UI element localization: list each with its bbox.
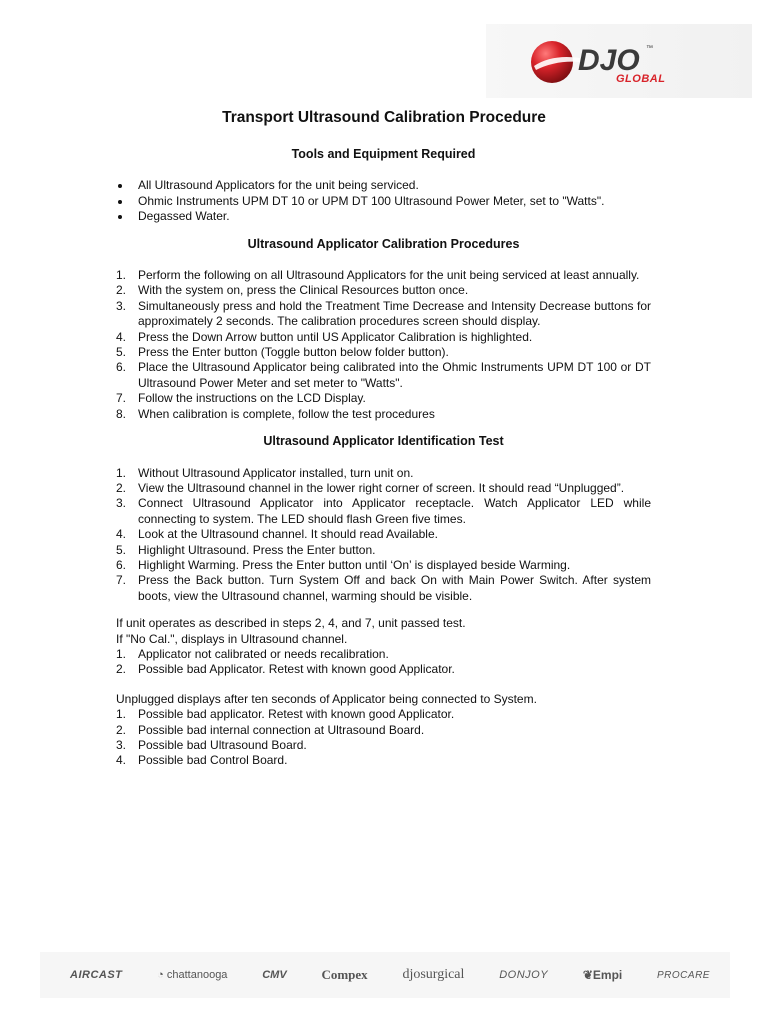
brand-chattanooga-logo: ◔ chattanooga — [157, 969, 228, 981]
identification-step — [116, 496, 651, 527]
calibration-step — [116, 345, 651, 360]
brand-empi-logo: ❦Empi — [582, 968, 623, 982]
calibration-step — [116, 268, 651, 283]
nocal-step — [116, 662, 651, 677]
footer-brands — [70, 962, 710, 988]
step-text: Follow the instructions on the LCD Display. — [138, 391, 366, 406]
logo-text: DJO — [578, 44, 640, 77]
brand-procare-logo: PROCARE — [657, 969, 710, 981]
unplugged-step — [116, 753, 651, 768]
logo-tm: ™ — [646, 45, 653, 52]
step-number: 1. — [116, 465, 127, 480]
calibration-heading: Ultrasound Applicator Calibration Procedures — [247, 236, 520, 251]
step-text: Possible bad applicator. Retest with known good Applicator. — [138, 707, 455, 722]
step-number: 3. — [116, 298, 127, 313]
pass-line: If unit operates as described in steps 2, 4, and 7, unit passed test. — [116, 616, 466, 631]
calibration-step — [116, 360, 651, 391]
step-number: 3. — [116, 738, 127, 752]
tools-item: Degassed Water. — [116, 209, 651, 224]
brand-djosurgical-logo: djosurgical — [402, 967, 465, 982]
brand-donjoy-logo: DONJOY — [499, 969, 549, 981]
identification-step — [116, 527, 651, 542]
step-number: 1. — [116, 268, 127, 283]
step-text: Place the Ultrasound Applicator being calibrated into the Ohmic Instruments UPM DT 100 or DT Ultrasound Power Meter and set meter to "Watts". — [138, 360, 651, 390]
djo-global-logo — [528, 36, 688, 88]
identification-step — [116, 466, 651, 481]
calibration-step — [116, 407, 651, 422]
identification-heading: Ultrasound Applicator Identification Test — [263, 434, 504, 449]
step-text: Possible bad internal connection at Ultrasound Board. — [138, 722, 425, 737]
step-text: When calibration is complete, follow the test procedures — [138, 406, 435, 421]
step-text: Perform the following on all Ultrasound Applicators for the unit being serviced at least annually. — [138, 268, 640, 283]
step-text: View the Ultrasound channel in the lower right corner of screen. It should read “Unplugged”. — [138, 480, 625, 495]
step-number: 4. — [116, 527, 127, 542]
identification-step — [116, 573, 651, 604]
calibration-steps — [116, 268, 651, 422]
tools-list — [116, 178, 651, 224]
step-number: 2. — [116, 662, 127, 677]
step-number: 2. — [116, 722, 127, 737]
step-text: Connect Ultrasound Applicator into Applicator receptacle. Watch Applicator LED while connecting to system. The LED should flash Green five times. — [138, 496, 651, 526]
calibration-step — [116, 330, 651, 345]
unplugged-step — [116, 738, 651, 753]
nocal-step — [116, 647, 651, 662]
step-number: 2. — [116, 480, 127, 495]
identification-step — [116, 558, 651, 573]
step-text: Applicator not calibrated or needs recalibration. — [138, 646, 389, 661]
step-text: Look at the Ultrasound channel. It should read Available. — [138, 527, 438, 542]
step-number: 3. — [116, 496, 127, 511]
step-number: 8. — [116, 406, 127, 421]
calibration-step — [116, 283, 651, 298]
tools-heading: Tools and Equipment Required — [291, 147, 476, 161]
identification-step — [116, 481, 651, 496]
calibration-step — [116, 391, 651, 406]
step-text: Highlight Warming. Press the Enter button until ‘On’ is displayed beside Warming. — [138, 557, 571, 572]
brand-cmv-logo: CMV — [262, 969, 287, 981]
tools-item: Ohmic Instruments UPM DT 10 or UPM DT 100 Ultrasound Power Meter, set to "Watts". — [116, 194, 651, 209]
step-text: Possible bad Ultrasound Board. — [138, 738, 307, 752]
step-text: Highlight Ultrasound. Press the Enter button. — [138, 542, 376, 557]
brand-empi-text: Empi — [592, 968, 623, 982]
document-title: Transport Ultrasound Calibration Procedure — [222, 109, 546, 126]
step-number: 1. — [116, 707, 127, 722]
step-number: 6. — [116, 360, 127, 375]
step-number: 7. — [116, 573, 127, 588]
step-text: Press the Enter button (Toggle button below folder button). — [138, 345, 449, 360]
unplugged-line: Unplugged displays after ten seconds of Applicator being connected to System. — [116, 691, 537, 706]
step-number: 7. — [116, 391, 127, 406]
identification-steps — [116, 466, 651, 605]
step-text: Press the Back button. Turn System Off and back On with Main Power Switch. After system boots, view the Ultrasound channel, warming should be visible. — [138, 573, 651, 603]
step-text: Without Ultrasound Applicator installed, turn unit on. — [138, 465, 414, 480]
tools-item: All Ultrasound Applicators for the unit being serviced. — [116, 178, 651, 193]
unplugged-steps — [116, 707, 651, 769]
brand-chattanooga-text: chattanooga — [166, 969, 228, 981]
document-body — [116, 147, 651, 781]
step-text: Simultaneously press and hold the Treatment Time Decrease and Intensity Decrease buttons for approximately 2 seconds. The calibration procedures screen should display. — [138, 298, 651, 329]
unplugged-step — [116, 723, 651, 738]
step-text: Press the Down Arrow button until US Applicator Calibration is highlighted. — [138, 329, 533, 344]
identification-step — [116, 543, 651, 558]
step-number: 4. — [116, 753, 127, 768]
calibration-step — [116, 299, 651, 330]
nocal-line: If "No Cal.", displays in Ultrasound channel. — [116, 631, 348, 646]
step-text: Possible bad Control Board. — [138, 753, 288, 768]
step-number: 5. — [116, 542, 127, 557]
brand-compex-logo: Compex — [321, 967, 368, 982]
nocal-steps — [116, 647, 651, 678]
step-text: Possible bad Applicator. Retest with known good Applicator. — [138, 662, 455, 677]
brand-aircast-logo: AIRCAST — [70, 969, 123, 981]
step-number: 6. — [116, 557, 127, 572]
unplugged-step — [116, 707, 651, 722]
step-number: 2. — [116, 283, 127, 298]
step-number: 4. — [116, 329, 127, 344]
logo-subtext: GLOBAL — [616, 73, 666, 85]
step-number: 1. — [116, 646, 127, 661]
step-text: With the system on, press the Clinical Resources button once. — [138, 283, 469, 298]
step-number: 5. — [116, 345, 127, 360]
